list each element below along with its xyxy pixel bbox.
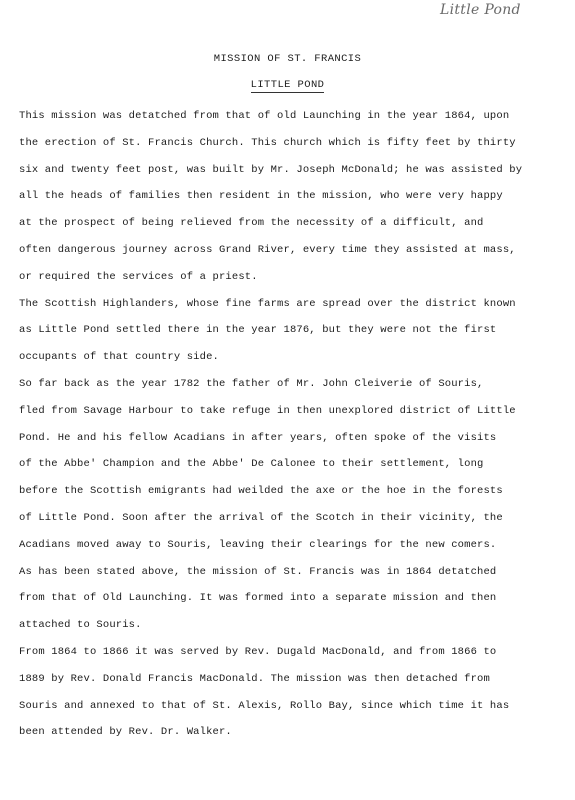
body-line: The Scottish Highlanders, whose fine farms are spread over the district known (19, 297, 516, 310)
handwritten-margin-note: Little Pond (440, 2, 521, 18)
body-line: of Little Pond. Soon after the arrival of the Scotch in their vicinity, the (19, 511, 503, 524)
body-line: at the prospect of being relieved from the necessity of a difficult, and (19, 217, 484, 230)
body-line: or required the services of a priest. (19, 270, 258, 283)
body-line: from that of Old Launching. It was formed into a separate mission and then (19, 592, 497, 605)
body-line: Acadians moved away to Souris, leaving their clearings for the new comers. (19, 538, 497, 551)
body-line: As has been stated above, the mission of St. Francis was in 1864 detatched (19, 565, 497, 578)
body-line: occupants of that country side. (19, 351, 219, 364)
document-subtitle (0, 79, 575, 91)
body-line: Souris and annexed to that of St. Alexis, Rollo Bay, since which time it has (19, 699, 510, 712)
body-line: 1889 by Rev. Donald Francis MacDonald. The mission was then detached from (19, 672, 490, 685)
body-line: before the Scottish emigrants had weilded the axe or the hoe in the forests (19, 485, 503, 498)
body-line: the erection of St. Francis Church. This church which is fifty feet by thirty (19, 136, 516, 149)
body-line: attached to Souris. (19, 619, 142, 632)
body-line: been attended by Rev. Dr. Walker. (19, 726, 232, 739)
body-line: fled from Savage Harbour to take refuge in then unexplored district of Little (19, 404, 516, 417)
body-line: often dangerous journey across Grand River, every time they assisted at mass, (19, 243, 516, 256)
document-title: MISSION OF ST. FRANCIS (213, 53, 362, 65)
body-text (19, 103, 559, 746)
body-line: So far back as the year 1782 the father of Mr. John Cleiverie of Souris, (19, 377, 484, 390)
body-line: of the Abbe' Champion and the Abbe' De Calonee to their settlement, long (19, 458, 484, 471)
body-line: six and twenty feet post, was built by Mr. Joseph McDonald; he was assisted by (19, 163, 523, 176)
body-line: This mission was detatched from that of old Launching in the year 1864, upon (19, 110, 510, 122)
body-line: From 1864 to 1866 it was served by Rev. Dugald MacDonald, and from 1866 to (19, 645, 497, 658)
subtitle-text: LITTLE POND (250, 79, 325, 91)
body-line: all the heads of families then resident in the mission, who were very happy (19, 190, 503, 203)
body-line: as Little Pond settled there in the year 1876, but they were not the first (19, 324, 497, 337)
body-line: Pond. He and his fellow Acadians in after years, often spoke of the visits (19, 431, 497, 444)
